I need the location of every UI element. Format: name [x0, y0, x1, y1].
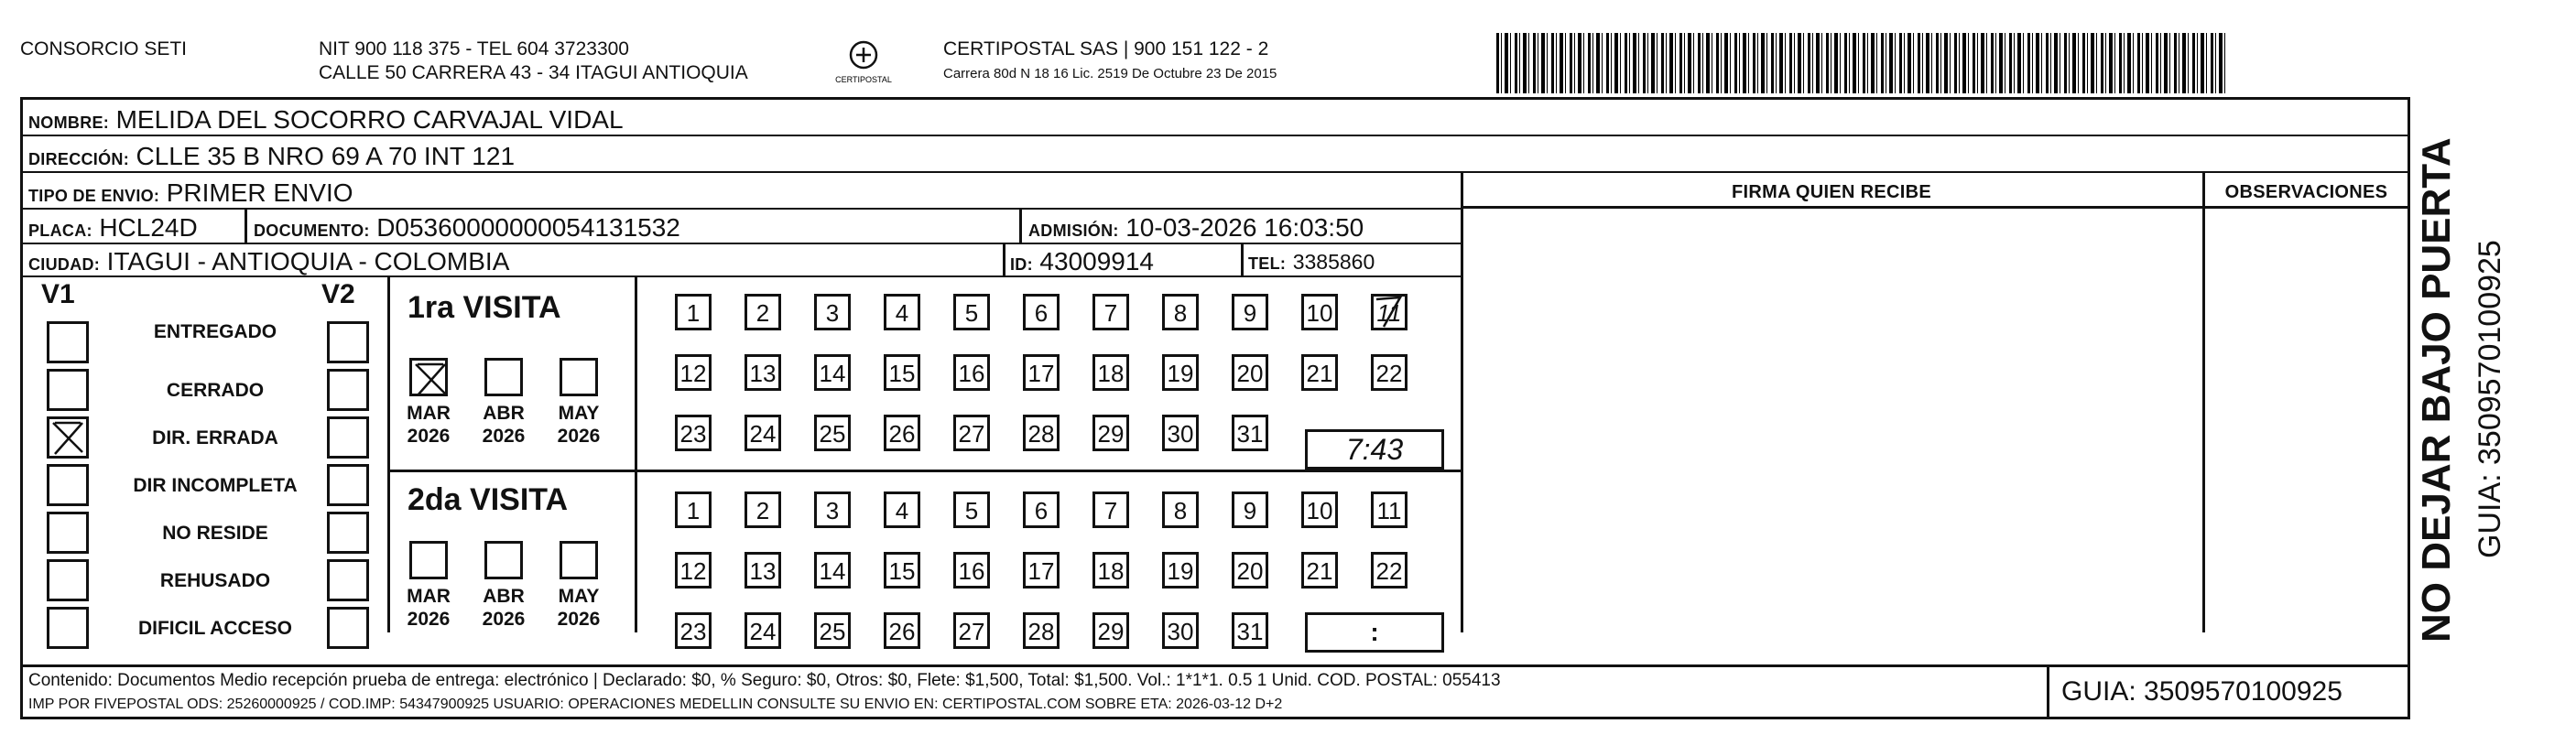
first-visit-day-14[interactable]: 14: [814, 354, 851, 391]
first-visit-day-31[interactable]: 31: [1232, 415, 1268, 451]
second-visit-day-8[interactable]: 8: [1162, 491, 1199, 528]
status-label: CERRADO: [166, 380, 265, 401]
ciudad-field: [28, 247, 509, 276]
second-visit-day-9[interactable]: 9: [1232, 491, 1268, 528]
status-label: NO RESIDE: [162, 523, 268, 544]
first-visit-day-17[interactable]: 17: [1023, 354, 1060, 391]
first-visit-day-13[interactable]: 13: [745, 354, 781, 391]
status-label: REHUSADO: [159, 570, 271, 591]
second-visit-day-20[interactable]: 20: [1232, 552, 1268, 589]
second-visit-day-3[interactable]: 3: [814, 491, 851, 528]
first-visit-time[interactable]: [1305, 429, 1444, 470]
v2-label: V2: [321, 279, 355, 309]
second-visit-month-checkbox[interactable]: [484, 541, 523, 579]
first-visit-month-checkbox[interactable]: [560, 358, 598, 396]
direccion-row: [23, 136, 2408, 173]
logo-text: CERTIPOSTAL: [835, 75, 892, 84]
id-field: [1010, 247, 1154, 276]
first-visit-day-27[interactable]: 27: [953, 415, 990, 451]
documento-label: DOCUMENTO:: [254, 221, 370, 240]
nombre-label: NOMBRE:: [28, 113, 110, 132]
second-visit-month-checkbox[interactable]: [560, 541, 598, 579]
first-visit-day-21[interactable]: 21: [1301, 354, 1338, 391]
first-visit-month-label: ABR 2026: [482, 403, 526, 447]
second-visit-day-14[interactable]: 14: [814, 552, 851, 589]
id-value: 43009914: [1039, 247, 1154, 275]
second-visit-day-24[interactable]: 24: [745, 612, 781, 649]
admision-value: 10-03-2026 16:03:50: [1125, 213, 1364, 242]
v2-checkbox[interactable]: [327, 369, 369, 411]
license-line: Carrera 80d N 18 16 Lic. 2519 De Octubre 23 De 2015: [943, 66, 1277, 81]
documento-value: D05360000000054131532: [376, 213, 680, 242]
tel-label: TEL:: [1248, 254, 1287, 273]
first-visit-day-25[interactable]: 25: [814, 415, 851, 451]
ciudad-value: ITAGUI - ANTIOQUIA - COLOMBIA: [106, 247, 510, 275]
v2-checkbox[interactable]: [327, 321, 369, 363]
status-label: DIR INCOMPLETA: [133, 475, 298, 496]
direccion-label: DIRECCIÓN:: [28, 150, 129, 168]
ciudad-label: CIUDAD:: [28, 255, 101, 274]
second-visit-day-26[interactable]: 26: [884, 612, 920, 649]
second-visit-month-label: MAR 2026: [407, 586, 451, 630]
footer-guia: GUIA: 3509570100925: [2061, 676, 2342, 707]
first-visit-day-5[interactable]: 5: [953, 294, 990, 330]
no-dejar-bajo-puerta: NO DEJAR BAJO PUERTA: [2414, 137, 2459, 643]
tel-field: [1248, 247, 1375, 275]
first-visit-day-12[interactable]: 12: [675, 354, 712, 391]
second-visit-day-27[interactable]: 27: [953, 612, 990, 649]
nombre-value: MELIDA DEL SOCORRO CARVAJAL VIDAL: [115, 105, 624, 134]
v1-checkbox[interactable]: [47, 464, 89, 506]
first-visit-day-11[interactable]: 11: [1371, 294, 1408, 330]
first-visit-month-label: MAR 2026: [407, 403, 451, 447]
second-visit-day-13[interactable]: 13: [745, 552, 781, 589]
second-visit-day-12[interactable]: 12: [675, 552, 712, 589]
tipo-envio-label: TIPO DE ENVIO:: [28, 187, 160, 205]
first-visit-day-29[interactable]: 29: [1092, 415, 1129, 451]
first-visit-day-8[interactable]: 8: [1162, 294, 1199, 330]
nombre-row: [23, 100, 2408, 136]
first-visit-day-7[interactable]: 7: [1092, 294, 1129, 330]
v2-checkbox[interactable]: [327, 559, 369, 601]
v1-checkbox[interactable]: [47, 321, 89, 363]
tipo-envio-row: [23, 173, 1461, 210]
second-visit-day-1[interactable]: 1: [675, 491, 712, 528]
first-visit-day-16[interactable]: 16: [953, 354, 990, 391]
certipostal-logo: [830, 37, 897, 88]
imp-line: IMP POR FIVEPOSTAL ODS: 25260000925 / COD.IMP: 54347900925 USUARIO: OPERACIONES MEDELLIN CONSULTE SU ENVIO EN: CERTIPOSTAL.COM SOBRE ETA: 2026-03-12 D+2: [28, 697, 1283, 712]
second-visit-day-25[interactable]: 25: [814, 612, 851, 649]
second-visit-month-label: ABR 2026: [482, 586, 526, 630]
first-visit-time-value: 7:43: [1345, 433, 1404, 466]
first-visit-day-23[interactable]: 23: [675, 415, 712, 451]
status-label: ENTREGADO: [153, 321, 277, 342]
first-visit-day-3[interactable]: 3: [814, 294, 851, 330]
v2-checkbox[interactable]: [327, 607, 369, 649]
second-visit-day-17[interactable]: 17: [1023, 552, 1060, 589]
second-visit-day-15[interactable]: 15: [884, 552, 920, 589]
certipostal-line: CERTIPOSTAL SAS | 900 151 122 - 2: [943, 38, 1269, 59]
direccion-value: CLLE 35 B NRO 69 A 70 INT 121: [136, 142, 516, 170]
second-visit-day-28[interactable]: 28: [1023, 612, 1060, 649]
tel-value: 3385860: [1292, 250, 1375, 274]
second-visit-time[interactable]: [1305, 612, 1444, 653]
first-visit-day-26[interactable]: 26: [884, 415, 920, 451]
second-visit-time-value: :: [1370, 618, 1379, 646]
v2-checkbox[interactable]: [327, 464, 369, 506]
second-visit-day-5[interactable]: 5: [953, 491, 990, 528]
placa-field: [28, 213, 198, 243]
status-label: DIR. ERRADA: [152, 427, 278, 448]
first-visit-day-2[interactable]: 2: [745, 294, 781, 330]
first-visit-day-20[interactable]: 20: [1232, 354, 1268, 391]
first-visit-day-24[interactable]: 24: [745, 415, 781, 451]
second-visit-day-23[interactable]: 23: [675, 612, 712, 649]
v2-checkbox[interactable]: [327, 512, 369, 554]
v1-checkbox[interactable]: [47, 559, 89, 601]
ciudad-row: [23, 244, 1461, 277]
observaciones-area[interactable]: [2205, 209, 2407, 632]
v1-checkbox[interactable]: [47, 512, 89, 554]
tipo-envio-value: PRIMER ENVIO: [166, 178, 353, 207]
first-visit-day-18[interactable]: 18: [1092, 354, 1129, 391]
second-visit-day-30[interactable]: 30: [1162, 612, 1199, 649]
second-visit-day-21[interactable]: 21: [1301, 552, 1338, 589]
barcode: [1496, 33, 2227, 93]
first-visit-month-checkbox[interactable]: [409, 358, 448, 396]
first-visit-month-checkbox[interactable]: [484, 358, 523, 396]
address-line: CALLE 50 CARRERA 43 - 34 ITAGUI ANTIOQUIA: [319, 62, 748, 83]
second-visit-day-6[interactable]: 6: [1023, 491, 1060, 528]
first-visit-day-6[interactable]: 6: [1023, 294, 1060, 330]
first-visit-day-4[interactable]: 4: [884, 294, 920, 330]
second-visit-day-10[interactable]: 10: [1301, 491, 1338, 528]
observaciones-header: OBSERVACIONES: [2224, 182, 2388, 202]
first-visit-day-15[interactable]: 15: [884, 354, 920, 391]
second-visit-month-label: MAY 2026: [557, 586, 601, 630]
admision-field: [1028, 213, 1364, 243]
nit-line: NIT 900 118 375 - TEL 604 3723300: [319, 38, 629, 59]
first-visit-day-28[interactable]: 28: [1023, 415, 1060, 451]
second-visit-day-16[interactable]: 16: [953, 552, 990, 589]
first-visit-day-9[interactable]: 9: [1232, 294, 1268, 330]
placa-label: PLACA:: [28, 221, 92, 240]
v1-checkbox[interactable]: [47, 369, 89, 411]
first-visit-day-1[interactable]: 1: [675, 294, 712, 330]
second-visit-day-18[interactable]: 18: [1092, 552, 1129, 589]
delivery-form: [20, 97, 2410, 719]
contenido-line: Contenido: Documentos Medio recepción prueba de entrega: electrónico | Declarado: $0, % Seguro: $0, Otros: $0, Flete: $1,500, Total: $1,500. Vol.: 1*1*1. 0.5 1 Unid. COD. POSTAL: 055413: [28, 671, 1501, 690]
first-visit-day-30[interactable]: 30: [1162, 415, 1199, 451]
side-guia: GUIA: 3509570100925: [2473, 240, 2507, 558]
second-visit-day-31[interactable]: 31: [1232, 612, 1268, 649]
id-label: ID:: [1010, 255, 1033, 274]
second-visit-day-22[interactable]: 22: [1371, 552, 1408, 589]
first-visit-day-19[interactable]: 19: [1162, 354, 1199, 391]
documento-field: [254, 213, 680, 243]
second-visit-day-19[interactable]: 19: [1162, 552, 1199, 589]
placa-row: [23, 210, 1461, 244]
second-visit-day-11[interactable]: 11: [1371, 491, 1408, 528]
v1-checkbox[interactable]: [47, 607, 89, 649]
firma-header: FIRMA QUIEN RECIBE: [1732, 182, 1931, 202]
status-label: DIFICIL ACCESO: [137, 618, 292, 639]
second-visit-title: 2da VISITA: [408, 482, 569, 517]
placa-value: HCL24D: [99, 213, 198, 242]
second-visit-month-checkbox[interactable]: [409, 541, 448, 579]
second-visit-day-29[interactable]: 29: [1092, 612, 1129, 649]
v1-label: V1: [41, 279, 75, 309]
second-visit-day-7[interactable]: 7: [1092, 491, 1129, 528]
v1-checkbox[interactable]: [47, 416, 89, 459]
company-name: CONSORCIO SETI: [20, 38, 188, 59]
first-visit-month-label: MAY 2026: [557, 403, 601, 447]
second-visit-day-4[interactable]: 4: [884, 491, 920, 528]
firma-area[interactable]: [1463, 209, 2201, 632]
second-visit-day-2[interactable]: 2: [745, 491, 781, 528]
v2-checkbox[interactable]: [327, 416, 369, 459]
first-visit-title: 1ra VISITA: [408, 290, 561, 325]
first-visit-day-10[interactable]: 10: [1301, 294, 1338, 330]
first-visit-day-22[interactable]: 22: [1371, 354, 1408, 391]
admision-label: ADMISIÓN:: [1028, 221, 1119, 240]
